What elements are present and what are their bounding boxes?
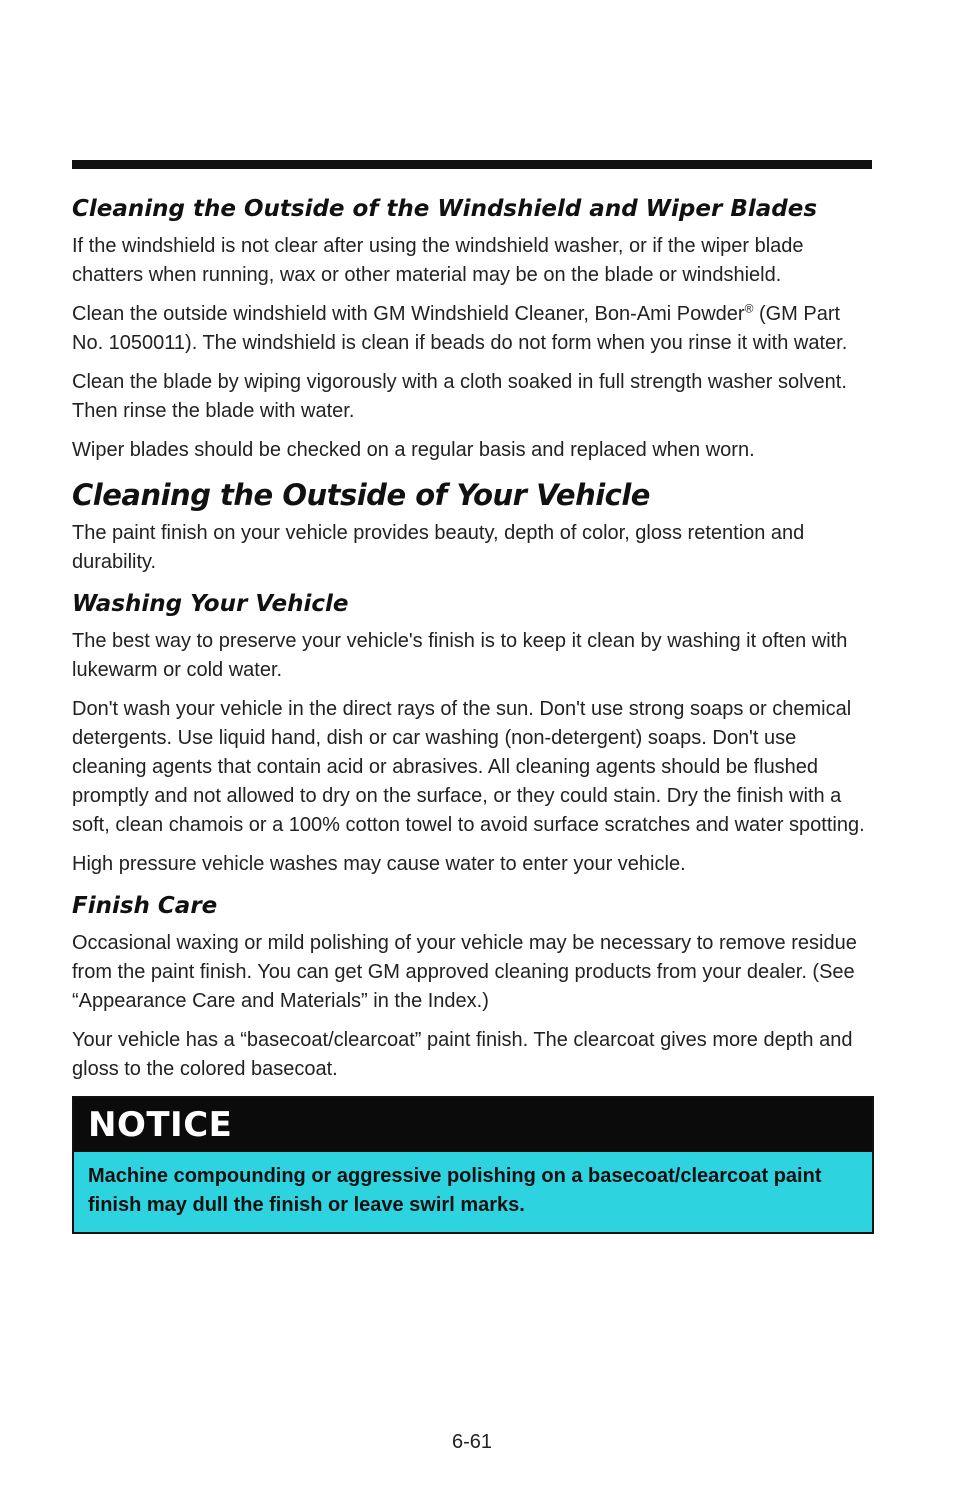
finish-care-section-title: Finish Care bbox=[72, 893, 218, 919]
windshield-paragraph-2 bbox=[72, 300, 872, 358]
top-rule-divider bbox=[72, 160, 872, 169]
finish-care-paragraph-1: Occasional waxing or mild polishing of your vehicle may be necessary to remove residue from the paint finish. You can get GM approved cleaning products from your dealer. (See “Appearance Care and Materials” in the Index.) bbox=[72, 932, 857, 1012]
windshield-paragraph-1: If the windshield is not clear after using the windshield washer, or if the wiper blade chatters when running, wax or other material may be on the blade or windshield. bbox=[72, 235, 804, 286]
windshield-paragraph-4: Wiper blades should be checked on a regular basis and replaced when worn. bbox=[72, 439, 755, 461]
windshield-paragraph-3: Clean the blade by wiping vigorously with a cloth soaked in full strength washer solvent. Then rinse the blade with water. bbox=[72, 371, 847, 422]
windshield-section-title: Cleaning the Outside of the Windshield and Wiper Blades bbox=[72, 196, 818, 222]
washing-paragraph-1: The best way to preserve your vehicle's finish is to keep it clean by washing it often with lukewarm or cold water. bbox=[72, 630, 848, 681]
notice-box bbox=[72, 1096, 874, 1234]
outside-section-title: Cleaning the Outside of Your Vehicle bbox=[72, 478, 650, 512]
washing-paragraph-3: High pressure vehicle washes may cause water to enter your vehicle. bbox=[72, 853, 686, 875]
washing-paragraph-2: Don't wash your vehicle in the direct rays of the sun. Don't use strong soaps or chemical detergents. Use liquid hand, dish or car washing (non-detergent) soaps. Don't use cleaning agents that contain acid or abrasives. All cleaning agents should be flushed promptly and not allowed to dry on the surface, or they could stain. Dry the finish with a soft, clean chamois or a 100% cotton towel to avoid surface scratches and water spotting. bbox=[72, 698, 865, 836]
finish-care-paragraph-2: Your vehicle has a “basecoat/clearcoat” paint finish. The clearcoat gives more depth and gloss to the colored basecoat. bbox=[72, 1029, 853, 1080]
washing-section-title: Washing Your Vehicle bbox=[72, 591, 349, 617]
windshield-paragraph-2-start: Clean the outside windshield with GM Windshield Cleaner, Bon-Ami Powder bbox=[72, 303, 745, 325]
manual-page bbox=[72, 0, 872, 1511]
notice-title: NOTICE bbox=[74, 1098, 872, 1152]
registered-mark: ® bbox=[744, 301, 754, 316]
windshield-paragraph-2-end: (GM Part No. 1050011). The windshield is clean if beads do not form when you rinse it with water. bbox=[72, 303, 848, 354]
notice-text: Machine compounding or aggressive polishing on a basecoat/clearcoat paint finish may dull the finish or leave swirl marks. bbox=[88, 1165, 822, 1216]
outside-paragraph-1: The paint finish on your vehicle provides beauty, depth of color, gloss retention and durability. bbox=[72, 522, 805, 573]
page-content bbox=[72, 192, 872, 1234]
page-number: 6-61 bbox=[451, 1431, 493, 1453]
